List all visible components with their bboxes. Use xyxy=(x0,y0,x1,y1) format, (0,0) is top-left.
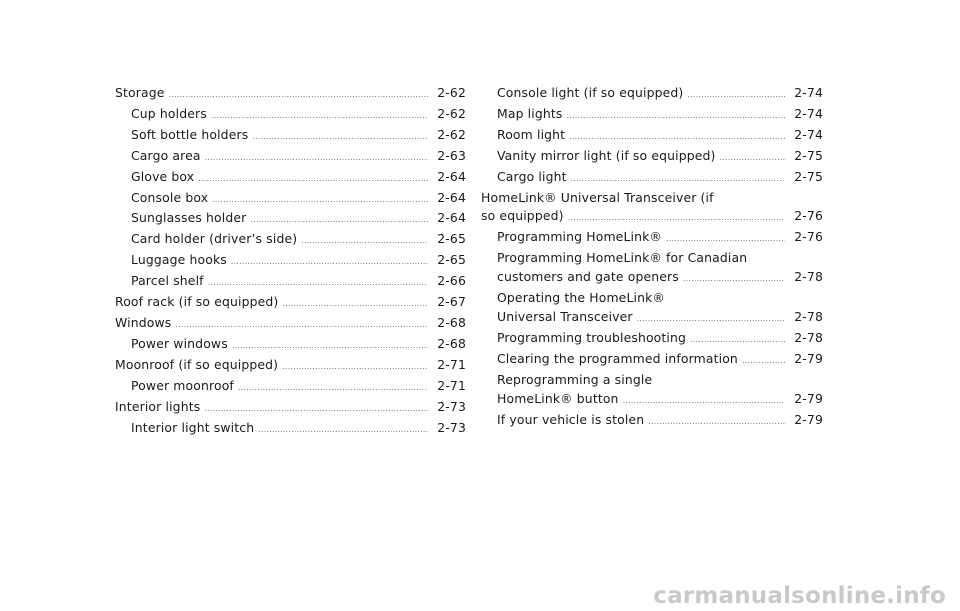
watermark: carmanualsonline.info xyxy=(653,583,946,609)
toc-entry-title: Reprogramming a single xyxy=(497,371,653,387)
dot-leader xyxy=(648,413,785,432)
toc-entry-title: HomeLink® button xyxy=(497,390,619,406)
toc-page-number: 2-76 xyxy=(794,229,823,245)
toc-entry[interactable] xyxy=(481,168,823,189)
toc-page-number: 2-66 xyxy=(437,273,466,289)
toc-entry-title: Console light (if so equipped) xyxy=(497,85,684,100)
toc-entry[interactable] xyxy=(115,314,466,335)
toc-entry-row xyxy=(131,335,466,356)
dot-leader xyxy=(683,270,785,289)
toc-page-number: 2-74 xyxy=(794,85,823,100)
toc-page-number: 2-75 xyxy=(794,168,823,184)
dot-leader xyxy=(687,86,785,105)
toc-page-number: 2-64 xyxy=(437,189,466,205)
toc-entry-title: Parcel shelf xyxy=(131,273,204,289)
dot-leader xyxy=(571,170,785,189)
toc-entry-row xyxy=(131,189,466,210)
toc-entry-row xyxy=(131,419,466,440)
toc-entry-title: Clearing the programmed information xyxy=(497,350,738,366)
toc-page-number: 2-76 xyxy=(794,208,823,224)
toc-entry-row xyxy=(497,126,823,147)
toc-entry-title: Power windows xyxy=(131,335,228,351)
dot-leader xyxy=(637,310,785,329)
toc-entry-row xyxy=(497,147,823,168)
toc-entry-row xyxy=(497,411,823,432)
toc-page-number: 2-73 xyxy=(437,398,466,414)
toc-entry-title: customers and gate openers xyxy=(497,269,679,285)
toc-entry-row xyxy=(115,314,466,335)
toc-entry-title: Storage xyxy=(115,85,165,100)
toc-entry-title: Roof rack (if so equipped) xyxy=(115,294,279,310)
dot-leader xyxy=(232,337,428,356)
toc-entry-row xyxy=(131,168,466,189)
toc-entry-title: Glove box xyxy=(131,168,195,184)
toc-entry-row xyxy=(115,84,466,105)
toc-entry[interactable] xyxy=(115,272,466,293)
toc-entry-title: Map lights xyxy=(497,105,563,121)
toc-entry[interactable] xyxy=(481,189,823,229)
toc-right-column xyxy=(481,84,823,431)
toc-page-number: 2-79 xyxy=(794,411,823,427)
dot-leader xyxy=(238,379,428,398)
toc-entry-row xyxy=(131,272,466,293)
toc-entry[interactable] xyxy=(481,147,823,168)
dot-leader xyxy=(282,358,428,377)
toc-page-number: 2-74 xyxy=(794,105,823,121)
toc-entry-row xyxy=(497,390,823,411)
toc-page-number: 2-79 xyxy=(794,390,823,406)
toc-page-number: 2-78 xyxy=(794,329,823,345)
toc-entry[interactable] xyxy=(481,289,823,329)
toc-page-number: 2-71 xyxy=(437,356,466,372)
dot-leader xyxy=(250,211,428,230)
toc-entry-row xyxy=(497,308,823,329)
toc-page-number: 2-71 xyxy=(437,377,466,393)
dot-leader xyxy=(175,316,428,335)
toc-entry[interactable] xyxy=(481,249,823,289)
dot-leader xyxy=(301,232,428,251)
toc-entry-row xyxy=(131,209,466,230)
toc-entry-row xyxy=(115,293,466,314)
toc-page-number: 2-78 xyxy=(794,308,823,324)
dot-leader xyxy=(169,86,428,105)
toc-entry[interactable] xyxy=(115,377,466,398)
toc-page-number: 2-63 xyxy=(437,147,466,163)
dot-leader xyxy=(208,274,428,293)
toc-page-number: 2-73 xyxy=(437,419,466,435)
toc-entry-title: Console box xyxy=(131,189,209,205)
dot-leader xyxy=(252,128,428,147)
toc-entry-title: Power moonroof xyxy=(131,377,234,393)
toc-entry-title: Card holder (driver’s side) xyxy=(131,231,298,247)
toc-page-number: 2-68 xyxy=(437,335,466,351)
toc-entry-title: HomeLink® Universal Transceiver (if xyxy=(481,189,714,205)
toc-entry-title: Universal Transceiver xyxy=(497,308,633,324)
toc-entry-title: Soft bottle holders xyxy=(131,126,249,142)
dot-leader xyxy=(198,170,428,189)
toc-entry-title: Operating the HomeLink® xyxy=(497,290,665,306)
dot-leader xyxy=(211,107,428,126)
toc-entry[interactable] xyxy=(115,189,466,210)
toc-entry-row xyxy=(497,105,823,126)
toc-entry-title: Interior lights xyxy=(115,398,201,414)
toc-left-column xyxy=(115,84,466,439)
toc-entry[interactable] xyxy=(115,335,466,356)
toc-entry-title: Cup holders xyxy=(131,105,207,121)
toc-entry-row xyxy=(497,350,823,371)
dot-leader xyxy=(666,230,785,249)
dot-leader xyxy=(212,191,428,210)
toc-entry[interactable] xyxy=(115,251,466,272)
toc-entry[interactable] xyxy=(115,84,466,105)
toc-entry-row xyxy=(497,228,823,249)
toc-entry[interactable] xyxy=(115,209,466,230)
toc-page-number: 2-62 xyxy=(437,105,466,121)
toc-entry[interactable] xyxy=(481,228,823,249)
toc-entry-row xyxy=(131,126,466,147)
toc-entry-title: Interior light switch xyxy=(131,419,255,435)
toc-entry-title: Programming troubleshooting xyxy=(497,329,687,345)
toc-entry-row xyxy=(497,168,823,189)
toc-entry-title: Windows xyxy=(115,314,172,330)
toc-entry-title: Sunglasses holder xyxy=(131,210,247,226)
dot-leader xyxy=(720,149,785,168)
dot-leader xyxy=(623,392,785,411)
toc-page-number: 2-79 xyxy=(794,350,823,366)
toc-entry[interactable] xyxy=(115,126,466,147)
toc-page-number: 2-67 xyxy=(437,294,466,310)
toc-entry-row xyxy=(131,147,466,168)
toc-entry[interactable] xyxy=(481,350,823,371)
dot-leader xyxy=(258,421,428,440)
dot-leader xyxy=(282,295,428,314)
toc-entry-row xyxy=(131,105,466,126)
toc-entry-title: Cargo light xyxy=(497,168,567,184)
toc-entry-title: so equipped) xyxy=(481,208,564,224)
toc-entry[interactable] xyxy=(481,329,823,350)
toc-entry-title: Programming HomeLink® xyxy=(497,229,662,245)
toc-entry-row xyxy=(115,398,466,419)
toc-page-number: 2-65 xyxy=(437,252,466,268)
toc-entry-title: If your vehicle is stolen xyxy=(497,411,645,427)
toc-entry-title: Moonroof (if so equipped) xyxy=(115,356,279,372)
toc-entry-title: Luggage hooks xyxy=(131,252,227,268)
toc-entry-row xyxy=(497,268,823,289)
toc-entry[interactable] xyxy=(115,105,466,126)
toc-entry[interactable] xyxy=(481,411,823,432)
toc-entry-row xyxy=(131,251,466,272)
toc-entry[interactable] xyxy=(481,105,823,126)
toc-page-number: 2-64 xyxy=(437,210,466,226)
toc-entry[interactable] xyxy=(115,419,466,440)
toc-entry[interactable] xyxy=(115,230,466,251)
toc-entry[interactable] xyxy=(115,293,466,314)
toc-entry[interactable] xyxy=(115,168,466,189)
toc-page-number: 2-68 xyxy=(437,314,466,330)
toc-page-number: 2-62 xyxy=(437,85,466,100)
dot-leader xyxy=(205,149,428,168)
toc-entry[interactable] xyxy=(115,356,466,377)
toc-entry-row xyxy=(131,377,466,398)
toc-entry[interactable] xyxy=(115,147,466,168)
dot-leader xyxy=(690,331,785,350)
toc-entry-row xyxy=(497,84,823,105)
toc-entry-title: Cargo area xyxy=(131,147,201,163)
toc-page-number: 2-78 xyxy=(794,269,823,285)
dot-leader xyxy=(742,352,785,371)
toc-entry-title: Vanity mirror light (if so equipped) xyxy=(497,147,716,163)
dot-leader xyxy=(569,128,785,147)
toc-entry-row xyxy=(481,207,823,228)
toc-entry[interactable] xyxy=(481,84,823,105)
toc-entry-title: Programming HomeLink® for Canadian xyxy=(497,250,748,266)
toc-entry[interactable] xyxy=(481,371,823,411)
toc-entry[interactable] xyxy=(481,126,823,147)
dot-leader xyxy=(204,400,428,419)
toc-entry[interactable] xyxy=(115,398,466,419)
dot-leader xyxy=(567,107,785,126)
toc-entry-title: Room light xyxy=(497,126,566,142)
toc-entry-row xyxy=(497,329,823,350)
toc-entry-row xyxy=(115,356,466,377)
toc-page-number: 2-62 xyxy=(437,126,466,142)
dot-leader xyxy=(568,209,785,228)
toc-page-number: 2-74 xyxy=(794,126,823,142)
dot-leader xyxy=(231,253,428,272)
toc-entry-row xyxy=(131,230,466,251)
toc-page-number: 2-64 xyxy=(437,168,466,184)
toc-page-number: 2-75 xyxy=(794,147,823,163)
toc-page-number: 2-65 xyxy=(437,231,466,247)
